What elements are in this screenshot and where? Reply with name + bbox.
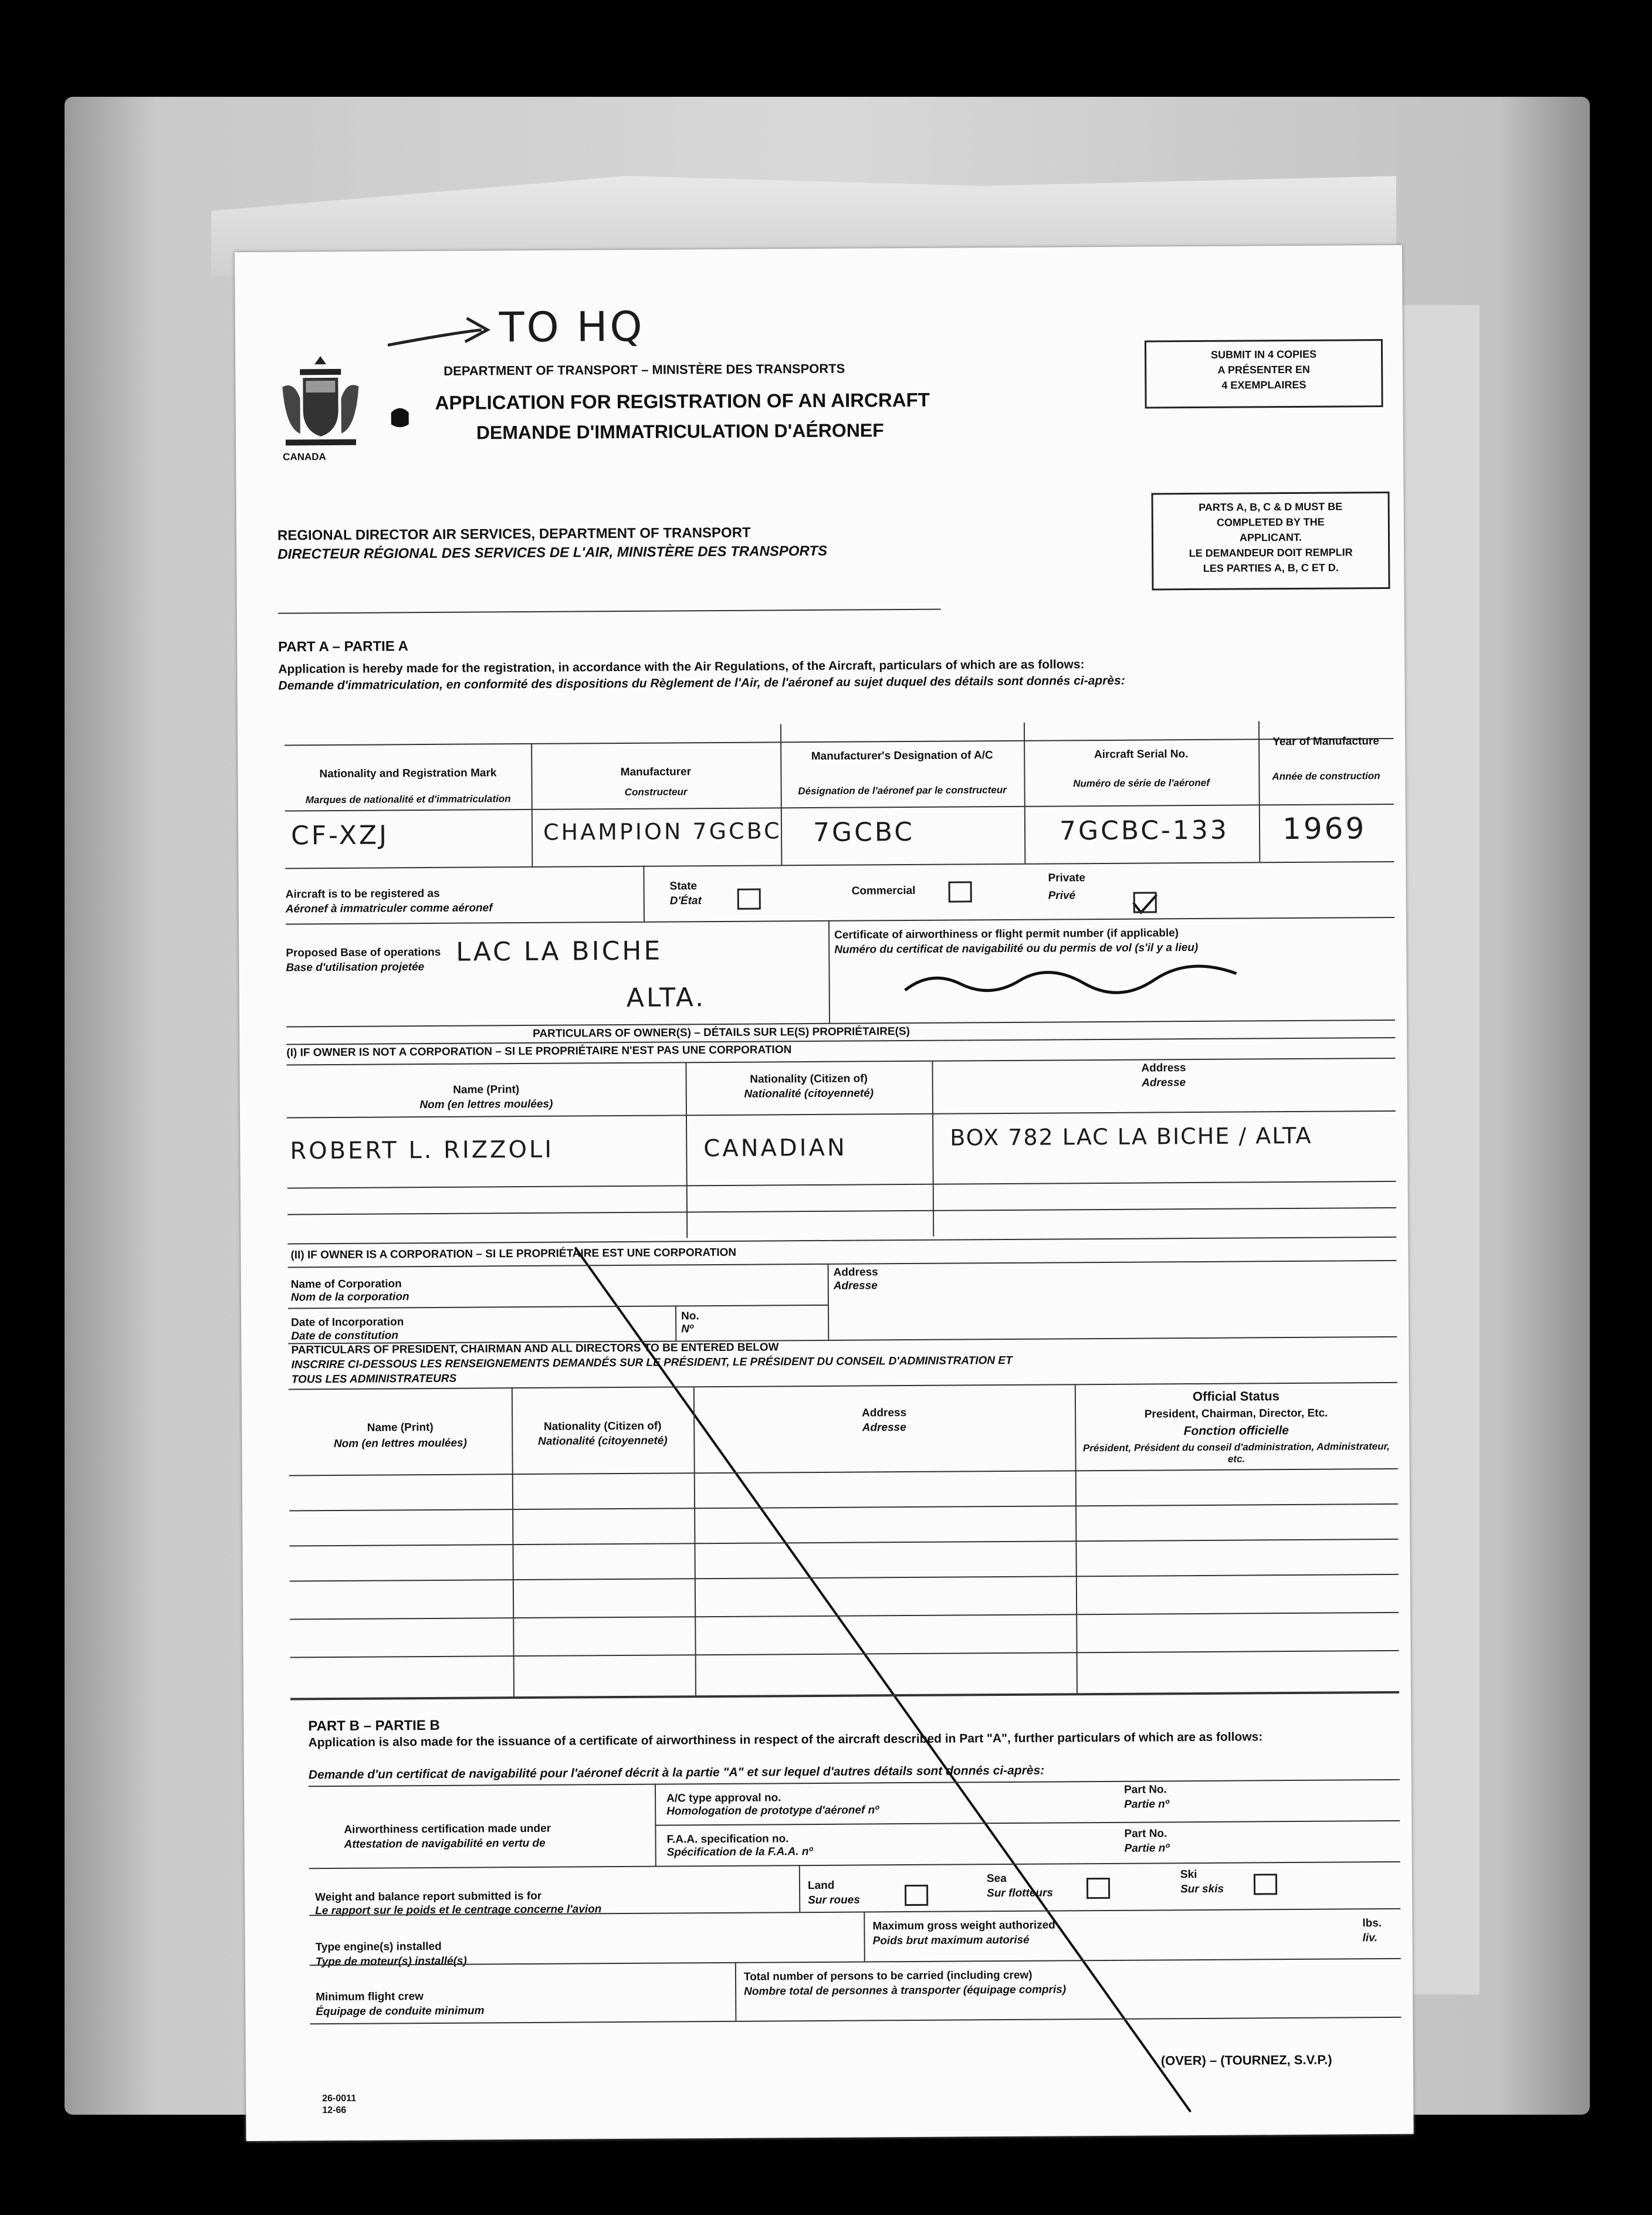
faa-label-en: F.A.A. specification no. [666, 1833, 789, 1846]
owner-address-value: BOX 782 LAC LA BICHE / ALTA [950, 1122, 1312, 1151]
owner-address-label-en: Address [1141, 1062, 1186, 1075]
engine-label-fr: Type de moteur(s) installé(s) [315, 1955, 467, 1969]
part-no-label-en-1: Part No. [1123, 1783, 1167, 1796]
airworthiness-label-en: Airworthiness certification made under [344, 1822, 551, 1836]
base-value-line-1: LAC LA BICHE [456, 936, 663, 967]
land-label-fr: Sur roues [808, 1894, 860, 1907]
official-status-list: President, Chairman, Director, Etc. [1144, 1407, 1328, 1421]
private-label-en: Private [1048, 872, 1085, 885]
official-status-fr: Fonction officielle [1183, 1424, 1289, 1438]
submit-line-2: A PRÉSENTER EN [1217, 363, 1310, 376]
base-label-en: Proposed Base of operations [286, 946, 441, 960]
part-b-heading: PART B – PARTIE B [308, 1717, 440, 1735]
director-name-label-en: Name (Print) [367, 1421, 434, 1434]
part-no-label-fr-1: Partie nº [1124, 1798, 1169, 1811]
col-designation-fr: Désignation de l'aéronef par le constructeur [798, 784, 1007, 797]
base-label-fr: Base d'utilisation projetée [286, 961, 425, 974]
base-value-line-2: ALTA. [626, 983, 706, 1013]
ac-type-label-en: A/C type approval no. [666, 1791, 781, 1805]
owner-address-label-fr: Adresse [1142, 1076, 1186, 1089]
part-b-intro-en: Application is also made for the issuance of a certificate of airworthiness in respect of the aircraft described in Part "A", further particulars of which are as follows: [308, 1730, 1263, 1750]
corp-date-label-en: Date of Incorporation [291, 1316, 404, 1329]
sea-label-fr: Sur flotteurs [987, 1887, 1054, 1900]
official-status-fr-list: Président, Président du conseil d'administration, Administrateur, etc. [1082, 1441, 1390, 1465]
owner-nationality-label-en: Nationality (Citizen of) [750, 1072, 868, 1086]
directors-line-3: TOUS LES ADMINISTRATEURS [291, 1372, 457, 1386]
owner-name-label-en: Name (Print) [453, 1083, 520, 1096]
not-corporation-heading: (I) IF OWNER IS NOT A CORPORATION – SI LE PROPRIÉTAIRE N'EST PAS UNE CORPORATION [286, 1044, 792, 1059]
parts-line-2: COMPLETED BY THE [1216, 516, 1325, 529]
parts-line-3: APPLICANT. [1239, 531, 1302, 544]
private-label-fr: Privé [1048, 889, 1076, 902]
corp-name-label-fr: Nom de la corporation [290, 1291, 409, 1304]
persons-label-en: Total number of persons to be carried (including crew) [743, 1969, 1032, 1983]
registration-form [235, 245, 1414, 2141]
col-nationality-fr: Marques de nationalité et d'immatriculation [305, 793, 511, 806]
parts-required-box [1152, 492, 1390, 590]
ski-label-fr: Sur skis [1180, 1882, 1224, 1896]
cert-number-squiggle [905, 966, 1236, 994]
cert-label-en: Certificate of airworthiness or flight permit number (if applicable) [834, 927, 1179, 941]
part-a-intro-en: Application is hereby made for the registration, in accordance with the Air Regulations, of the Aircraft, particulars of which are as follows: [278, 658, 1085, 676]
sea-label-en: Sea [986, 1872, 1007, 1885]
owner-name-label-fr: Nom (en lettres moulées) [419, 1098, 553, 1112]
corp-address-label-en: Address [833, 1266, 878, 1279]
persons-label-fr: Nombre total de personnes à transporter (équipage compris) [744, 1983, 1067, 1998]
col-manufacturer-en: Manufacturer [620, 766, 692, 778]
registered-as-en: Aircraft is to be registered as [285, 887, 440, 901]
corp-name-label-en: Name of Corporation [290, 1278, 402, 1291]
regional-director-fr: DIRECTEUR RÉGIONAL DES SERVICES DE L'AIR, MINISTÈRE DES TRANSPORTS [277, 543, 828, 563]
crest-caption: CANADA [283, 451, 326, 463]
part-no-label-fr-2: Partie nº [1124, 1842, 1170, 1855]
private-checkbox[interactable] [1133, 892, 1157, 913]
state-label-en: State [669, 880, 698, 893]
part-no-label-en-2: Part No. [1124, 1827, 1167, 1840]
form-date: 12-66 [322, 2105, 347, 2116]
col-year-fr: Année de construction [1272, 770, 1380, 783]
serial-value: 7GCBC-133 [1059, 815, 1230, 846]
crew-label-fr: Équipage de conduite minimum [316, 2004, 485, 2018]
parts-line-4: LE DEMANDEUR DOIT REMPLIR [1189, 546, 1353, 560]
manufacturer-value: CHAMPION 7GCBC [543, 818, 782, 845]
directors-line-2: INSCRIRE CI-DESSOUS LES RENSEIGNEMENTS DEMANDÉS SUR LE PRÉSIDENT, LE PRÉSIDENT DU CONSEIL D'ADMINISTRATION ET [291, 1354, 1013, 1371]
ski-label-en: Ski [1180, 1868, 1197, 1881]
ski-checkbox[interactable] [1254, 1874, 1277, 1895]
designation-value: 7GCBC [813, 817, 915, 848]
director-name-label-fr: Nom (en lettres moulées) [333, 1437, 467, 1451]
official-status-label: Official Status [1192, 1388, 1279, 1404]
weight-label-fr: Le rapport sur le poids et le centrage concerne l'avion [315, 1903, 602, 1918]
over-label: (OVER) – (TOURNEZ, S.V.P.) [1160, 2052, 1332, 2068]
corp-no-label: No. [681, 1310, 699, 1323]
owners-heading: PARTICULARS OF OWNER(S) – DÉTAILS SUR LE(S) PROPRIÉTAIRE(S) [533, 1025, 910, 1040]
to-hq-annotation: TO HQ [499, 302, 645, 352]
submit-copies-box [1145, 339, 1383, 408]
part-a-heading: PART A – PARTIE A [278, 638, 408, 655]
ink-smudge-icon [385, 404, 415, 439]
director-address-label-fr: Adresse [862, 1421, 906, 1434]
submit-line-3: 4 EXEMPLAIRES [1221, 378, 1306, 391]
registration-mark-value: CF-XZJ [290, 820, 390, 851]
director-nationality-label-fr: Nationalité (citoyenneté) [538, 1434, 668, 1448]
state-label-fr: D'État [669, 895, 702, 907]
max-weight-label-fr: Poids brut maximum autorisé [872, 1933, 1030, 1948]
commercial-checkbox[interactable] [949, 881, 972, 902]
corp-date-divider [675, 1305, 676, 1340]
commercial-label: Commercial [851, 884, 916, 897]
crew-label-en: Minimum flight crew [316, 1990, 424, 2004]
form-number: 26-0011 [322, 2093, 357, 2104]
ac-type-label-fr: Homologation de prototype d'aéronef nº [666, 1804, 879, 1818]
sea-checkbox[interactable] [1086, 1878, 1110, 1899]
col-nationality-en: Nationality and Registration Mark [319, 767, 497, 781]
col-year-en: Year of Manufacture [1272, 735, 1379, 749]
col-serial-en: Aircraft Serial No. [1094, 748, 1189, 761]
parts-line-5: LES PARTIES A, B, C ET D. [1203, 561, 1339, 574]
col-designation-en: Manufacturer's Designation of A/C [811, 749, 993, 763]
part-b-intro-fr: Demande d'un certificat de navigabilité pour l'aéronef décrit à la partie "A" et sur lequel d'autres détails sont donnés ci-après: [308, 1763, 1045, 1782]
liv-label: liv. [1362, 1932, 1378, 1945]
parts-line-1: PARTS A, B, C & D MUST BE [1199, 500, 1343, 513]
director-address-label-en: Address [862, 1407, 907, 1420]
title-fr: DEMANDE D'IMMATRICULATION D'AÉRONEF [476, 419, 884, 443]
owner-name-value: ROBERT L. RIZZOLI [290, 1136, 554, 1165]
engine-label-en: Type engine(s) installed [315, 1940, 442, 1954]
max-weight-label-en: Maximum gross weight authorized [872, 1919, 1055, 1933]
owner-nationality-label-fr: Nationalité (citoyenneté) [744, 1087, 874, 1100]
regional-director-en: REGIONAL DIRECTOR AIR SERVICES, DEPARTMENT OF TRANSPORT [277, 524, 751, 544]
registered-as-fr: Aéronef à immatriculer comme aéronef [285, 902, 493, 916]
year-value: 1969 [1282, 811, 1367, 846]
corp-no-label-fr: Nº [681, 1323, 693, 1336]
weight-label-en: Weight and balance report submitted is for [315, 1889, 542, 1904]
submit-line-1: SUBMIT IN 4 COPIES [1211, 348, 1317, 361]
owner-nationality-value: CANADIAN [703, 1134, 847, 1163]
airworthiness-label-fr: Attestation de navigabilité en vertu de [344, 1837, 546, 1851]
cert-label-fr: Numéro du certificat de navigabilité ou du permis de vol (s'il y a lieu) [834, 941, 1199, 956]
directors-line-1: PARTICULARS OF PRESIDENT, CHAIRMAN AND ALL DIRECTORS TO BE ENTERED BELOW [291, 1341, 779, 1357]
faa-label-fr: Spécification de la F.A.A. nº [666, 1845, 813, 1859]
corp-date-label-fr: Date de constitution [291, 1329, 398, 1343]
col-manufacturer-fr: Constructeur [624, 786, 688, 798]
arrow-line [388, 330, 482, 345]
land-checkbox[interactable] [905, 1885, 928, 1906]
lbs-label: lbs. [1362, 1917, 1382, 1930]
land-label-en: Land [807, 1879, 835, 1892]
col-serial-fr: Numéro de série de l'aéronef [1073, 777, 1210, 790]
part-a-intro-fr: Demande d'immatriculation, en conformité des dispositions du Règlement de l'Air, de l'aéronef au sujet duquel des détails sont donnés ci-après: [278, 673, 1125, 693]
title-en: APPLICATION FOR REGISTRATION OF AN AIRCRAFT [435, 388, 930, 414]
corporation-heading: (II) IF OWNER IS A CORPORATION – SI LE PROPRIÉTAIRE EST UNE CORPORATION [290, 1246, 737, 1262]
director-nationality-label-en: Nationality (Citizen of) [543, 1420, 662, 1433]
corp-address-label-fr: Adresse [833, 1279, 878, 1292]
department-line: DEPARTMENT OF TRANSPORT – MINISTÈRE DES TRANSPORTS [444, 361, 845, 378]
canada-crest-icon [276, 351, 365, 452]
state-checkbox[interactable] [737, 889, 761, 910]
